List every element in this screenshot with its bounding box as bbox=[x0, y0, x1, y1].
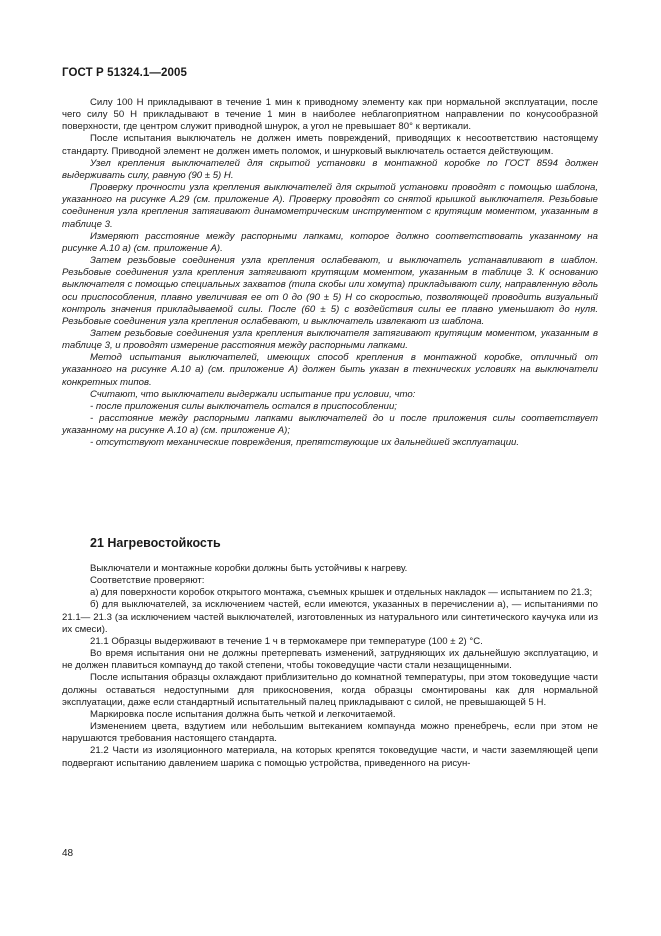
paragraph: Изменением цвета, вздутием или небольшим вытеканием компаунда можно пренебречь, если при этом не нарушаются требования настоящего стандарта. bbox=[62, 721, 598, 745]
paragraph: После испытания образцы охлаждают приблизительно до комнатной температуры, при этом токоведущие части должны оставаться недоступными для прикосновения, когда образцы смонтированы как для нормальной эксплуатации, даже если стандартный испытательный палец прикладывают с силой, не превышающей 5 Н. bbox=[62, 672, 598, 708]
list-item: а) для поверхности коробок открытого монтажа, съемных крышек и отдельных накладок — испытанием по 21.3; bbox=[90, 587, 593, 599]
list-item-italic: - после приложения силы выключатель остался в приспособлении; bbox=[90, 400, 397, 412]
paragraph-italic: Проверку прочности узла крепления выключателей для скрытой установки проводят с помощью шаблона, указанного на рисунке А.29 (см. приложение А). Проверку проводят со снятой крышкой выключателя. Резьбовые соединения узла крепления затягивают динамометрическим инструментом с крутящим моментом, указанным в таблице 3. bbox=[62, 182, 598, 230]
list-item: б) для выключателей, за исключением частей, если имеются, указанных в перечислении а), — испытаниями по 21.1— 21.3 (за исключением частей выключателей, изготовленных из натурального или синтетического каучука или из их смеси). bbox=[62, 599, 598, 635]
page-number: 48 bbox=[62, 848, 74, 859]
paragraph: После испытания выключатель не должен иметь повреждений, приводящих к несоответствию настоящему стандарту. Приводной элемент не должен иметь поломок, и шнурковый выключатель остается действующим. bbox=[62, 133, 598, 157]
paragraph-italic: Затем резьбовые соединения узла крепления выключателя затягивают крутящим моментом, указанным в таблице 3, и проводят измерение расстояния между распорными лапками. bbox=[62, 327, 598, 352]
paragraph: 21.1 Образцы выдерживают в течение 1 ч в термокамере при температуре (100 ± 2) °С. bbox=[90, 635, 483, 647]
paragraph: Маркировка после испытания должна быть четкой и легкочитаемой. bbox=[90, 708, 396, 720]
paragraph-italic: Измеряют расстояние между распорными лапками, которое должно соответствовать указанному на рисунке А.10 а) (см. приложение А). bbox=[62, 230, 598, 254]
paragraph: Силу 100 Н прикладывают в течение 1 мин к приводному элементу как при нормальной эксплуатации, после чего силу 50 Н прикладывают в течение 1 мин в наиболее неблагоприятном направлении по конусообразной поверхности, где центром служит приводной шнурок, а угол не превышает 80° к вертикали. bbox=[62, 97, 598, 133]
text-block-upper bbox=[62, 97, 598, 450]
list-item-italic: - расстояние между распорными лапками выключателей до и после приложения силы соответствует указанному на рисунке А.10 а) (см. приложение А); bbox=[62, 413, 598, 437]
paragraph-italic: Считают, что выключатели выдержали испытание при условии, что: bbox=[90, 388, 416, 400]
paragraph: Соответствие проверяют: bbox=[90, 575, 205, 587]
document-code-header: ГОСТ Р 51324.1—2005 bbox=[62, 67, 187, 79]
paragraph: Во время испытания они не должны претерпевать изменений, затрудняющих их дальнейшую эксплуатацию, и не должен плавиться компаунд до такой степени, чтобы токоведущие части стали незащищенными. bbox=[62, 648, 598, 672]
paragraph-italic: Затем резьбовые соединения узла крепления ослабевают, и выключатель устанавливают в шаблон. Резьбовые соединения узла крепления затягивают крутящим моментом, указанным в таблице 3. К основанию выключателя с помощью специальных захватов (типа скобы или хомута) прикладывают силу, направленную вдоль оси приспособления, плавно увеличивая ее от 0 до (90 ± 5) Н со скоростью, позволяющей проводить визуальный контроль значения прикладываемой силы. После (60 ± 5) с воздействия силы ее плавно уменьшают до нуля. Резьбовые соединения узла крепления ослабевают, и выключатель извлекают из шаблона. bbox=[62, 255, 598, 327]
paragraph-italic: Метод испытания выключателей, имеющих способ крепления в монтажной коробке, отличный от указанного на рисунке А.10 а) (см. приложение А) должен быть указан в технических условиях на выключатели конкретных типов. bbox=[62, 352, 598, 388]
paragraph: 21.2 Части из изоляционного материала, на которых крепятся токоведущие части, и части заземляющей цепи подвергают испытанию давлением шарика с помощью устройства, приведенного на рисун- bbox=[62, 745, 598, 769]
paragraph: Выключатели и монтажные коробки должны быть устойчивы к нагреву. bbox=[90, 563, 408, 574]
text-block-lower bbox=[62, 563, 598, 770]
list-item-italic: - отсутствуют механические повреждения, препятствующие их дальнейшей эксплуатации. bbox=[90, 437, 520, 449]
paragraph-italic: Узел крепления выключателей для скрытой установки в монтажной коробке по ГОСТ 8594 должен выдерживать силу, равную (90 ± 5) Н. bbox=[62, 157, 598, 181]
section-heading: 21 Нагревостойкость bbox=[90, 536, 221, 550]
